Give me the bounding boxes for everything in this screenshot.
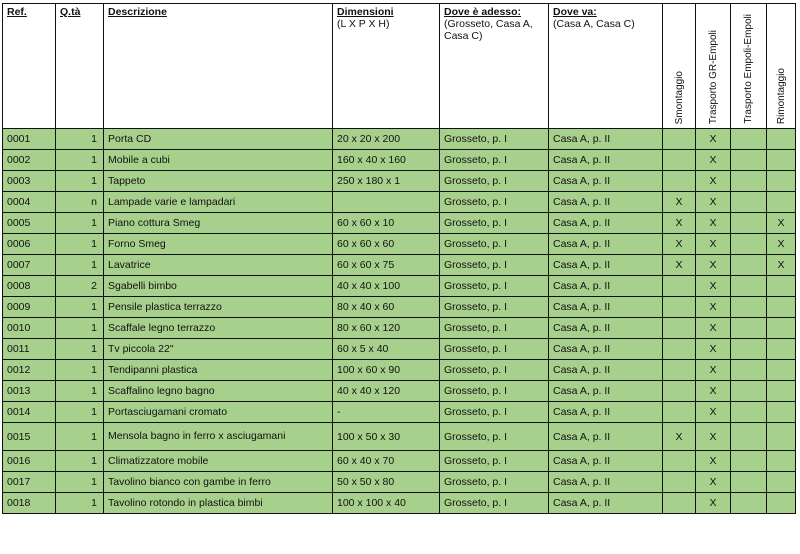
smontaggio-cell: [663, 402, 696, 423]
ref-cell: 0015: [3, 423, 56, 451]
table-row: [3, 472, 796, 493]
table-row: [3, 423, 796, 451]
current-location-cell: Grosseto, p. I: [440, 297, 549, 318]
table-row: [3, 129, 796, 150]
qty-cell: 1: [56, 255, 104, 276]
smontaggio-cell: [663, 171, 696, 192]
qty-cell: 1: [56, 381, 104, 402]
description-cell: Lampade varie e lampadari: [104, 192, 333, 213]
ref-cell: 0018: [3, 493, 56, 514]
table-row: [3, 451, 796, 472]
destination-cell: Casa A, p. II: [549, 472, 663, 493]
table-row: [3, 318, 796, 339]
trasporto-gr-empoli-cell: X: [696, 318, 731, 339]
description-cell: Pensile plastica terrazzo: [104, 297, 333, 318]
trasporto-gr-empoli-cell: X: [696, 381, 731, 402]
destination-cell: Casa A, p. II: [549, 423, 663, 451]
smontaggio-cell: [663, 318, 696, 339]
trasporto-gr-empoli-cell: X: [696, 171, 731, 192]
dimensions-cell: 60 x 5 x 40: [333, 339, 440, 360]
dimensions-cell: 60 x 60 x 75: [333, 255, 440, 276]
ref-cell: 0012: [3, 360, 56, 381]
smontaggio-cell: [663, 472, 696, 493]
destination-cell: Casa A, p. II: [549, 234, 663, 255]
destination-cell: Casa A, p. II: [549, 402, 663, 423]
destination-cell: Casa A, p. II: [549, 297, 663, 318]
smontaggio-cell: X: [663, 192, 696, 213]
current-location-cell: Grosseto, p. I: [440, 493, 549, 514]
qty-cell: 1: [56, 171, 104, 192]
current-location-cell: Grosseto, p. I: [440, 423, 549, 451]
trasporto-gr-empoli-cell: X: [696, 276, 731, 297]
description-cell: Tv piccola 22": [104, 339, 333, 360]
dimensions-cell: 100 x 100 x 40: [333, 493, 440, 514]
description-cell: Portasciugamani cromato: [104, 402, 333, 423]
smontaggio-cell: [663, 339, 696, 360]
trasporto-gr-empoli-cell: X: [696, 192, 731, 213]
ref-cell: 0009: [3, 297, 56, 318]
qty-cell: 1: [56, 318, 104, 339]
trasporto-empoli-empoli-cell: [731, 339, 767, 360]
trasporto-gr-empoli-cell: X: [696, 360, 731, 381]
dimensions-cell: 160 x 40 x 160: [333, 150, 440, 171]
trasporto-gr-empoli-cell: X: [696, 129, 731, 150]
description-cell: Forno Smeg: [104, 234, 333, 255]
rimontaggio-cell: [767, 472, 796, 493]
dimensions-cell: 250 x 180 x 1: [333, 171, 440, 192]
trasporto-empoli-empoli-cell: [731, 402, 767, 423]
table-row: [3, 192, 796, 213]
header-destination: Dove va: (Casa A, Casa C): [549, 4, 663, 129]
trasporto-empoli-empoli-cell: [731, 297, 767, 318]
ref-cell: 0016: [3, 451, 56, 472]
trasporto-empoli-empoli-cell: [731, 451, 767, 472]
description-cell: Porta CD: [104, 129, 333, 150]
current-location-cell: Grosseto, p. I: [440, 234, 549, 255]
rimontaggio-cell: [767, 297, 796, 318]
qty-cell: 1: [56, 402, 104, 423]
description-cell: Piano cottura Smeg: [104, 213, 333, 234]
header-trasporto-empoli-empoli: Trasporto Empoli-Empoli: [731, 4, 767, 129]
dimensions-cell: 100 x 60 x 90: [333, 360, 440, 381]
destination-cell: Casa A, p. II: [549, 360, 663, 381]
ref-cell: 0011: [3, 339, 56, 360]
rimontaggio-cell: [767, 129, 796, 150]
trasporto-gr-empoli-cell: X: [696, 451, 731, 472]
dimensions-cell: 60 x 40 x 70: [333, 451, 440, 472]
trasporto-gr-empoli-cell: X: [696, 255, 731, 276]
trasporto-empoli-empoli-cell: [731, 493, 767, 514]
destination-cell: Casa A, p. II: [549, 276, 663, 297]
destination-cell: Casa A, p. II: [549, 192, 663, 213]
current-location-cell: Grosseto, p. I: [440, 360, 549, 381]
trasporto-gr-empoli-cell: X: [696, 493, 731, 514]
trasporto-empoli-empoli-cell: [731, 472, 767, 493]
header-description: Descrizione: [104, 4, 333, 129]
description-cell: Scaffalino legno bagno: [104, 381, 333, 402]
destination-cell: Casa A, p. II: [549, 381, 663, 402]
trasporto-gr-empoli-cell: X: [696, 339, 731, 360]
current-location-cell: Grosseto, p. I: [440, 150, 549, 171]
rimontaggio-cell: X: [767, 234, 796, 255]
description-cell: Tavolino rotondo in plastica bimbi: [104, 493, 333, 514]
smontaggio-cell: [663, 381, 696, 402]
trasporto-empoli-empoli-cell: [731, 213, 767, 234]
header-row: [3, 4, 796, 129]
table-row: [3, 276, 796, 297]
smontaggio-cell: X: [663, 234, 696, 255]
dimensions-cell: 60 x 60 x 60: [333, 234, 440, 255]
header-rimontaggio: Rimontaggio: [767, 4, 796, 129]
qty-cell: 1: [56, 150, 104, 171]
header-qty: Q.tà: [56, 4, 104, 129]
description-cell: Lavatrice: [104, 255, 333, 276]
header-ref: Ref.: [3, 4, 56, 129]
header-smontaggio: Smontaggio: [663, 4, 696, 129]
destination-cell: Casa A, p. II: [549, 451, 663, 472]
table-body: [3, 129, 796, 514]
dimensions-cell: -: [333, 402, 440, 423]
trasporto-empoli-empoli-cell: [731, 276, 767, 297]
dimensions-cell: 80 x 60 x 120: [333, 318, 440, 339]
description-cell: Sgabelli bimbo: [104, 276, 333, 297]
ref-cell: 0002: [3, 150, 56, 171]
current-location-cell: Grosseto, p. I: [440, 171, 549, 192]
qty-cell: 1: [56, 234, 104, 255]
table-row: [3, 171, 796, 192]
destination-cell: Casa A, p. II: [549, 255, 663, 276]
description-cell: Tavolino bianco con gambe in ferro: [104, 472, 333, 493]
table-row: [3, 339, 796, 360]
destination-cell: Casa A, p. II: [549, 318, 663, 339]
current-location-cell: Grosseto, p. I: [440, 451, 549, 472]
ref-cell: 0007: [3, 255, 56, 276]
trasporto-empoli-empoli-cell: [731, 423, 767, 451]
rimontaggio-cell: [767, 150, 796, 171]
smontaggio-cell: [663, 297, 696, 318]
smontaggio-cell: X: [663, 255, 696, 276]
ref-cell: 0005: [3, 213, 56, 234]
smontaggio-cell: X: [663, 213, 696, 234]
qty-cell: 1: [56, 423, 104, 451]
current-location-cell: Grosseto, p. I: [440, 339, 549, 360]
ref-cell: 0004: [3, 192, 56, 213]
trasporto-gr-empoli-cell: X: [696, 402, 731, 423]
trasporto-gr-empoli-cell: X: [696, 213, 731, 234]
rimontaggio-cell: [767, 451, 796, 472]
description-cell: Scaffale legno terrazzo: [104, 318, 333, 339]
ref-cell: 0010: [3, 318, 56, 339]
trasporto-empoli-empoli-cell: [731, 129, 767, 150]
smontaggio-cell: [663, 129, 696, 150]
qty-cell: 1: [56, 451, 104, 472]
trasporto-empoli-empoli-cell: [731, 360, 767, 381]
description-cell: Mobile a cubi: [104, 150, 333, 171]
ref-cell: 0013: [3, 381, 56, 402]
trasporto-empoli-empoli-cell: [731, 234, 767, 255]
dimensions-cell: 80 x 40 x 60: [333, 297, 440, 318]
destination-cell: Casa A, p. II: [549, 339, 663, 360]
table-row: [3, 213, 796, 234]
dimensions-cell: 100 x 50 x 30: [333, 423, 440, 451]
qty-cell: n: [56, 192, 104, 213]
qty-cell: 2: [56, 276, 104, 297]
dimensions-cell: [333, 192, 440, 213]
qty-cell: 1: [56, 360, 104, 381]
description-cell: Tendipanni plastica: [104, 360, 333, 381]
qty-cell: 1: [56, 297, 104, 318]
table-row: [3, 381, 796, 402]
smontaggio-cell: [663, 150, 696, 171]
trasporto-empoli-empoli-cell: [731, 318, 767, 339]
smontaggio-cell: [663, 276, 696, 297]
header-dimensions: Dimensioni (L X P X H): [333, 4, 440, 129]
dimensions-cell: 50 x 50 x 80: [333, 472, 440, 493]
trasporto-gr-empoli-cell: X: [696, 423, 731, 451]
ref-cell: 0014: [3, 402, 56, 423]
rimontaggio-cell: [767, 360, 796, 381]
qty-cell: 1: [56, 472, 104, 493]
table-row: [3, 360, 796, 381]
rimontaggio-cell: [767, 423, 796, 451]
ref-cell: 0006: [3, 234, 56, 255]
destination-cell: Casa A, p. II: [549, 129, 663, 150]
current-location-cell: Grosseto, p. I: [440, 318, 549, 339]
qty-cell: 1: [56, 129, 104, 150]
table-row: [3, 402, 796, 423]
trasporto-empoli-empoli-cell: [731, 150, 767, 171]
smontaggio-cell: X: [663, 423, 696, 451]
destination-cell: Casa A, p. II: [549, 213, 663, 234]
rimontaggio-cell: X: [767, 213, 796, 234]
ref-cell: 0001: [3, 129, 56, 150]
dimensions-cell: 40 x 40 x 120: [333, 381, 440, 402]
smontaggio-cell: [663, 360, 696, 381]
trasporto-gr-empoli-cell: X: [696, 234, 731, 255]
current-location-cell: Grosseto, p. I: [440, 213, 549, 234]
destination-cell: Casa A, p. II: [549, 150, 663, 171]
ref-cell: 0008: [3, 276, 56, 297]
description-cell: Mensola bagno in ferro x asciugamani: [104, 423, 333, 451]
table-row: [3, 150, 796, 171]
rimontaggio-cell: [767, 402, 796, 423]
table-row: [3, 297, 796, 318]
trasporto-empoli-empoli-cell: [731, 192, 767, 213]
dimensions-cell: 60 x 60 x 10: [333, 213, 440, 234]
ref-cell: 0003: [3, 171, 56, 192]
qty-cell: 1: [56, 493, 104, 514]
ref-cell: 0017: [3, 472, 56, 493]
trasporto-gr-empoli-cell: X: [696, 472, 731, 493]
header-trasporto-gr-empoli: Trasporto GR-Empoli: [696, 4, 731, 129]
current-location-cell: Grosseto, p. I: [440, 381, 549, 402]
current-location-cell: Grosseto, p. I: [440, 276, 549, 297]
rimontaggio-cell: [767, 339, 796, 360]
current-location-cell: Grosseto, p. I: [440, 129, 549, 150]
qty-cell: 1: [56, 339, 104, 360]
trasporto-empoli-empoli-cell: [731, 381, 767, 402]
rimontaggio-cell: [767, 171, 796, 192]
current-location-cell: Grosseto, p. I: [440, 255, 549, 276]
dimensions-cell: 20 x 20 x 200: [333, 129, 440, 150]
trasporto-gr-empoli-cell: X: [696, 150, 731, 171]
destination-cell: Casa A, p. II: [549, 171, 663, 192]
table-row: [3, 234, 796, 255]
current-location-cell: Grosseto, p. I: [440, 192, 549, 213]
description-cell: Climatizzatore mobile: [104, 451, 333, 472]
rimontaggio-cell: [767, 318, 796, 339]
rimontaggio-cell: [767, 493, 796, 514]
rimontaggio-cell: [767, 192, 796, 213]
rimontaggio-cell: [767, 381, 796, 402]
destination-cell: Casa A, p. II: [549, 493, 663, 514]
trasporto-gr-empoli-cell: X: [696, 297, 731, 318]
current-location-cell: Grosseto, p. I: [440, 402, 549, 423]
inventory-table: [2, 3, 796, 514]
smontaggio-cell: [663, 493, 696, 514]
table-row: [3, 493, 796, 514]
rimontaggio-cell: X: [767, 255, 796, 276]
trasporto-empoli-empoli-cell: [731, 171, 767, 192]
table-row: [3, 255, 796, 276]
rimontaggio-cell: [767, 276, 796, 297]
smontaggio-cell: [663, 451, 696, 472]
trasporto-empoli-empoli-cell: [731, 255, 767, 276]
dimensions-cell: 40 x 40 x 100: [333, 276, 440, 297]
description-cell: Tappeto: [104, 171, 333, 192]
qty-cell: 1: [56, 213, 104, 234]
header-current-location: Dove è adesso: (Grosseto, Casa A, Casa C): [440, 4, 549, 129]
current-location-cell: Grosseto, p. I: [440, 472, 549, 493]
